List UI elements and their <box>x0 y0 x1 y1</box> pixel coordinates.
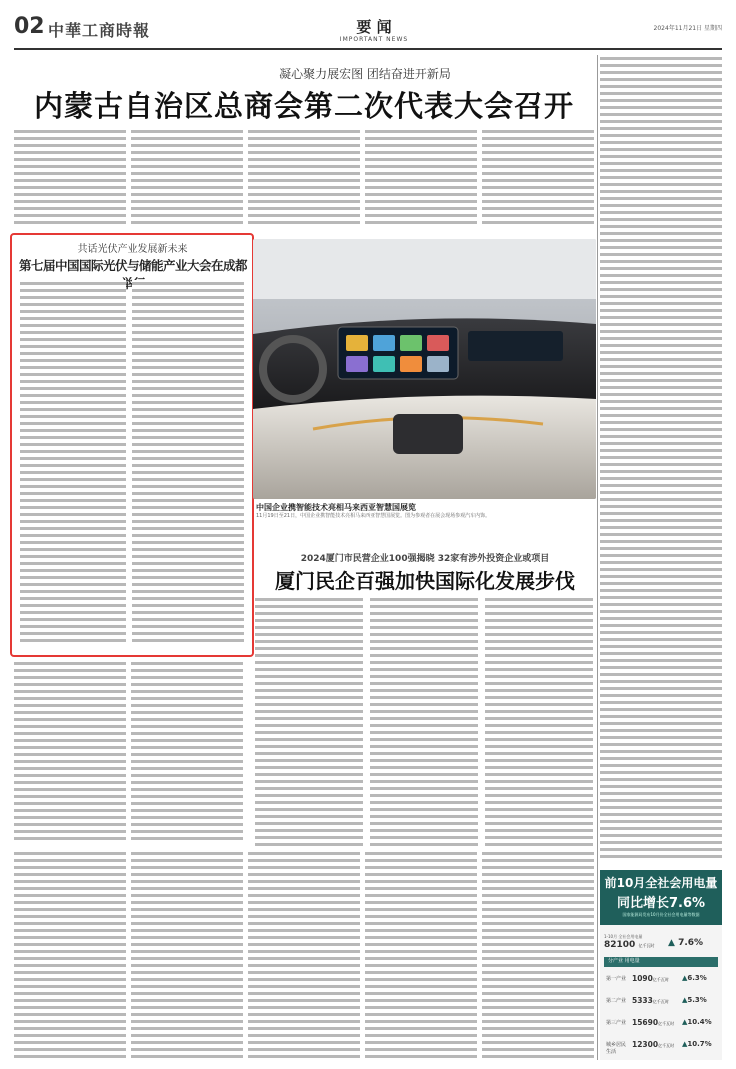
row-number: 1090 <box>632 974 653 983</box>
bottom-article-col-3 <box>248 850 360 1060</box>
power-panel-title-2: 同比增长7.6% <box>616 896 706 911</box>
bottom-article-col-4 <box>365 850 477 1060</box>
row-label: 第二产业 <box>606 998 627 1004</box>
total-value <box>604 940 654 950</box>
photo-caption-title: 中国企业携智能技术亮相马来西亚智慧国展览 <box>256 503 416 512</box>
total-number: 82100 <box>604 940 636 950</box>
paper-name: 中華工商時報 <box>48 21 151 40</box>
power-panel-title: 前10月全社会用电量 <box>604 876 718 890</box>
row-pct-value: 10.7% <box>687 1040 712 1048</box>
table-header-label: 分产业 用电量 <box>608 958 640 964</box>
up-arrow-icon: ▲ <box>682 996 688 1004</box>
sub-article-kicker: 2024厦门市民营企业100强揭晓 32家有涉外投资企业或项目 <box>300 554 550 564</box>
sub-article-col-1 <box>255 596 363 846</box>
page-number: 02 <box>14 14 45 39</box>
row-growth <box>682 1040 712 1048</box>
lower-left-article-col-1 <box>14 660 126 840</box>
bottom-article-col-1 <box>14 850 126 1060</box>
section-title: 要 闻 <box>356 18 392 36</box>
row-label: 第一产业 <box>606 976 627 982</box>
header-rule <box>14 48 722 50</box>
lead-body-col-2 <box>131 128 243 228</box>
bottom-article-col-5 <box>482 850 594 1060</box>
power-row-residential <box>604 1034 718 1056</box>
power-panel-header <box>600 870 722 925</box>
power-row-primary <box>604 968 718 990</box>
up-arrow-icon: ▲ <box>682 974 688 982</box>
row-number: 5333 <box>632 996 653 1005</box>
lower-left-article-col-2 <box>131 660 243 840</box>
section-title-en: IMPORTANT NEWS <box>339 36 409 43</box>
total-pct-value: 7.6% <box>678 938 704 948</box>
total-unit: 亿千瓦时 <box>638 943 655 948</box>
photo-caption: 11月19日至21日，中国企业携智能技术亮相马来西亚智慧国展览。图为参观者在展会现场参观汽车内饰。 <box>256 513 491 519</box>
row-number: 12300 <box>632 1040 659 1049</box>
lead-body-col-3 <box>248 128 360 228</box>
row-unit: 亿千瓦时 <box>658 1043 675 1048</box>
masthead <box>14 14 722 50</box>
row-unit: 亿千瓦时 <box>658 1021 675 1026</box>
row-growth <box>682 974 707 982</box>
row-unit: 亿千瓦时 <box>652 977 669 982</box>
boxed-article-title[interactable]: 第七届中国国际光伏与储能产业大会在成都举 <box>18 258 247 291</box>
right-column-text <box>600 55 722 860</box>
up-arrow-icon: ▲ <box>682 1018 688 1026</box>
row-growth <box>682 1018 712 1026</box>
row-pct-value: 5.3% <box>687 996 707 1004</box>
power-panel-subtitle: 国家能源局发布10月份全社会用电量等数据 <box>622 912 700 917</box>
row-value <box>632 996 669 1005</box>
total-label: 1-10月 全社会用电量 <box>604 934 643 939</box>
lead-kicker: 凝心聚力展宏图 团结奋进开新局 <box>279 67 451 81</box>
photo-illustration <box>253 239 596 499</box>
sub-article-col-2 <box>370 596 478 846</box>
row-unit: 亿千瓦时 <box>652 999 669 1004</box>
row-label: 第三产业 <box>606 1020 627 1026</box>
up-arrow-icon: ▲ <box>682 1040 688 1048</box>
lead-body-col-4 <box>365 128 477 228</box>
row-value <box>632 1040 674 1049</box>
bottom-article-col-2 <box>131 850 243 1060</box>
row-growth <box>682 996 707 1004</box>
sub-article-col-3 <box>485 596 593 846</box>
up-arrow-icon: ▲ <box>668 938 675 948</box>
column-divider <box>597 55 598 1060</box>
row-pct-value: 6.3% <box>687 974 707 982</box>
power-row-tertiary <box>604 1012 718 1034</box>
total-growth <box>668 938 703 948</box>
row-number: 15690 <box>632 1018 659 1027</box>
lead-headline[interactable]: 内蒙古自治区总商会第二次代表大会召开 <box>33 89 574 123</box>
row-value <box>632 974 669 983</box>
total-consumption-row <box>604 932 718 952</box>
lead-body-col-1 <box>14 128 126 228</box>
power-table-header <box>604 957 718 967</box>
issue-meta: 2024年11月21日 星期四 <box>653 25 722 32</box>
boxed-article-col-2 <box>132 280 244 646</box>
lead-body-col-5 <box>482 128 594 228</box>
boxed-article-col-1 <box>20 280 126 646</box>
row-label: 城乡居民生活 <box>606 1042 627 1055</box>
row-pct-value: 10.4% <box>687 1018 712 1026</box>
sub-article-title[interactable]: 厦门民企百强加快国际化发展步伐 <box>275 569 575 593</box>
boxed-article-kicker: 共话光伏产业发展新未来 <box>77 244 188 255</box>
car-interior-photo <box>253 239 596 499</box>
power-row-secondary <box>604 990 718 1012</box>
row-value <box>632 1018 674 1027</box>
